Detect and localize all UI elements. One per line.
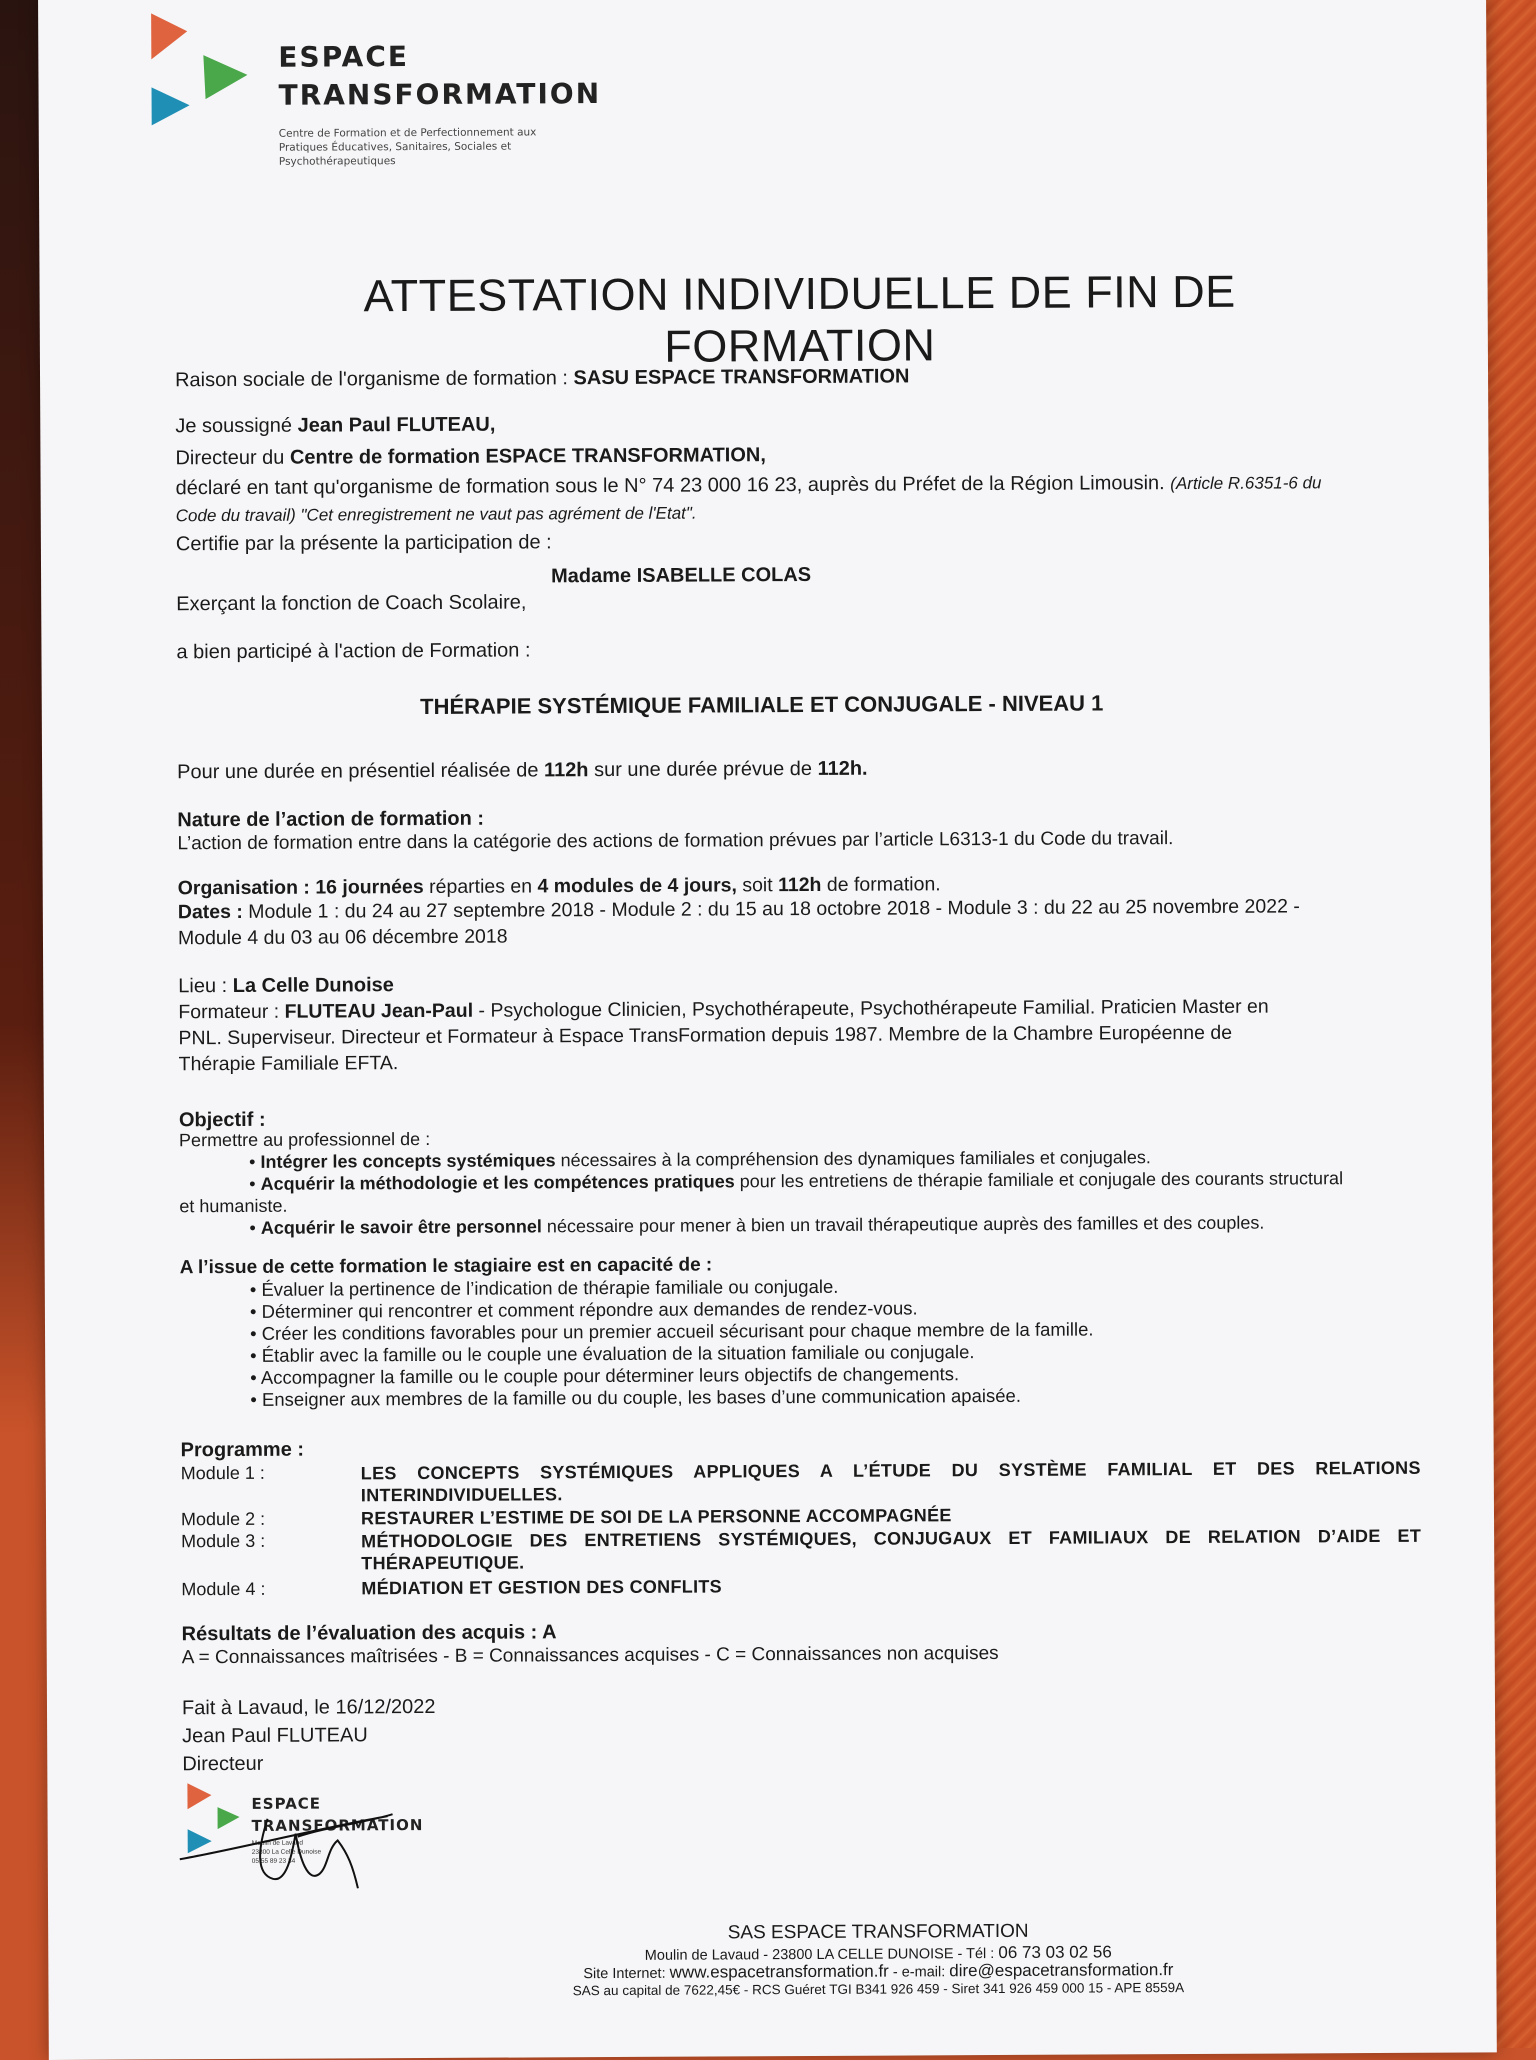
organisation-text-f: de formation. <box>821 873 941 896</box>
objectif-item-3-bold: Acquérir le savoir être personnel <box>260 1216 542 1238</box>
footer-email: dire@espacetransformation.fr <box>949 1960 1174 1981</box>
resultats-legend: A = Connaissances maîtrisées - B = Connaissances acquises - C = Connaissances non acquises <box>181 1642 999 1669</box>
module-label: Module 2 : <box>180 1508 266 1530</box>
footer-website: www.espacetransformation.fr <box>669 1961 889 1982</box>
formation-title: THÉRAPIE SYSTÉMIQUE FAMILIALE ET CONJUGALE - NIVEAU 1 <box>420 690 1104 720</box>
dates-line <box>178 893 1300 925</box>
raison-sociale-line <box>175 363 910 393</box>
objectif-item-2-rest: pour les entretiens de thérapie familiale et conjugale des courants structural <box>734 1168 1344 1192</box>
declare-line-2: Code du travail) "Cet enregistrement ne vaut pas agrément de l'Etat". <box>175 503 697 526</box>
objectif-item-1: • Intégrer les concepts systémiques nécessaires à la compréhension des dynamiques familiales et conjugales. <box>249 1147 1151 1172</box>
duree-text-c: sur une durée prévue de <box>588 757 818 782</box>
module-title: RESTAURER L’ESTIME DE SOI DE LA PERSONNE ACCOMPAGNÉE <box>360 1505 952 1529</box>
signatory-name: Jean Paul FLUTEAU <box>182 1724 368 1748</box>
objectif-item-1-bold: Intégrer les concepts systémiques <box>260 1150 556 1172</box>
capacite-item-text: Évaluer la pertinence de l’indication de thérapie familiale ou conjugale. <box>261 1275 839 1300</box>
footer-phone: 06 73 03 02 56 <box>998 1942 1112 1962</box>
logo-title: ESPACE TRANSFORMATION <box>278 40 602 112</box>
footer-company: SAS ESPACE TRANSFORMATION <box>727 1920 1029 1944</box>
programme-module-4 <box>181 1573 1421 1601</box>
declare-article: (Article R.6351-6 du <box>1170 473 1322 494</box>
objectif-item-2-bold: Acquérir la méthodologie et les compétences pratiques <box>260 1171 735 1194</box>
fonction-line: Exerçant la fonction de Coach Scolaire, <box>176 591 527 616</box>
raison-sociale-value: SASU ESPACE TRANSFORMATION <box>573 365 910 390</box>
module-title: MÉTHODOLOGIE DES ENTRETIENS SYSTÉMIQUES, CONJUGAUX ET FAMILIAUX DE RELATION D’AIDE ET THÉRAPEUTIQUE. <box>361 1525 1422 1574</box>
footer-site-label: Site Internet: <box>583 1965 670 1983</box>
lieu-value: La Celle Dunoise <box>232 974 394 997</box>
formateur-label: Formateur : <box>178 1000 285 1024</box>
directeur-line <box>175 442 766 471</box>
resultats-heading: Résultats de l’évaluation des acquis : A <box>181 1621 557 1646</box>
footer-legal: SAS au capital de 7622,45€ - RCS Guéret TGI B341 926 459 - Siret 341 926 459 000 15 - APE 8559A <box>572 1980 1185 1999</box>
capacite-heading: A l’issue de cette formation le stagiaire est en capacité de : <box>179 1254 713 1279</box>
participe-line: a bien participé à l'action de Formation : <box>176 639 531 664</box>
duree-text-a: Pour une durée en présentiel réalisée de <box>177 759 545 784</box>
formateur-name: FLUTEAU Jean-Paul <box>284 999 474 1023</box>
certifie-line: Certifie par la présente la participation de : <box>175 531 552 556</box>
module-label: Module 3 : <box>181 1530 266 1552</box>
footer-email-label: - e-mail: <box>888 1964 950 1981</box>
objectif-item-3-rest: nécessaire pour mener à bien un travail thérapeutique auprès des familles et des couples. <box>541 1212 1265 1237</box>
footer-address-text: Moulin de Lavaud - 23800 LA CELLE DUNOISE - Tél : <box>644 1945 999 1964</box>
lieu-label: Lieu : <box>178 974 233 998</box>
formateur-line-3: Thérapie Familiale EFTA. <box>178 1052 399 1076</box>
list-item: • Déterminer qui rencontrer et comment répondre aux demandes de rendez-vous. <box>249 1297 918 1322</box>
signature-stamp <box>177 1778 438 1889</box>
soussigne-line <box>175 412 495 440</box>
module-label: Module 1 : <box>180 1462 265 1484</box>
logo-subtitle: Centre de Formation et de Perfectionnement aux Pratiques Éducatives, Sanitaires, Sociales et Psychothérapeutiques <box>278 126 537 168</box>
dates-label: Dates : <box>177 900 243 924</box>
lieu-line <box>178 972 394 999</box>
directeur-value: Centre de formation ESPACE TRANSFORMATION, <box>289 444 766 469</box>
objectif-intro: Permettre au professionnel de : <box>178 1128 431 1151</box>
capacite-item-text: Accompagner la famille ou le couple pour déterminer leurs objectifs de changements. <box>260 1363 960 1388</box>
list-item: • Créer les conditions favorables pour un premier accueil sécurisant pour chaque membre de la famille. <box>249 1318 1094 1344</box>
objectif-item-3: • Acquérir le savoir être personnel nécessaire pour mener à bien un travail thérapeutique auprès des familles et des couples. <box>249 1212 1265 1238</box>
capacite-item-text: Créer les conditions favorables pour un premier accueil sécurisant pour chaque membre de la famille. <box>261 1318 1094 1344</box>
declare-text: déclaré en tant qu'organisme de formation sous le N° 74 23 000 16 23, auprès du Préfet de la Région Limousin. <box>175 472 1171 500</box>
organisation-hours: 112h <box>778 873 822 897</box>
capacite-item-text: Enseigner aux membres de la famille ou du couple, les bases d’une communication apaisée. <box>261 1384 1021 1410</box>
organisation-label: Organisation : 16 journées <box>177 875 424 900</box>
organisation-modules: 4 modules de 4 jours, <box>537 874 737 898</box>
capacite-item-text: Déterminer qui rencontrer et comment répondre aux demandes de rendez-vous. <box>261 1297 918 1322</box>
fait-a-line: Fait à Lavaud, le 16/12/2022 <box>181 1695 436 1720</box>
stamp-address: Moulin de Lavaud 23800 La Celle Dunoise 05 55 89 23 34 <box>251 1839 322 1865</box>
programme-heading: Programme : <box>180 1438 305 1462</box>
capacite-item-text: Établir avec la famille ou le couple une évaluation de la situation familiale ou conjugale. <box>261 1341 975 1366</box>
signatory-role: Directeur <box>182 1752 264 1776</box>
objectif-heading: Objectif : <box>178 1108 266 1132</box>
duree-realisee: 112h <box>543 759 589 782</box>
module-label: Module 4 : <box>181 1578 266 1600</box>
formateur-line-2: PNL. Superviseur. Directeur et Formateur à Espace TransFormation depuis 1987. Membre de la Chambre Européenne de <box>178 1021 1233 1050</box>
page-title: ATTESTATION INDIVIDUELLE DE FIN DE FORMATION <box>363 265 1236 372</box>
soussigne-prefix: Je soussigné <box>175 414 298 438</box>
objectif-item-1-rest: nécessaires à la compréhension des dynamiques familiales et conjugales. <box>555 1147 1151 1171</box>
logo-triangles-icon <box>143 9 254 130</box>
dates-line-2: Module 4 du 03 au 06 décembre 2018 <box>177 925 508 950</box>
duree-prevue: 112h. <box>817 757 868 780</box>
handwritten-signature <box>177 1778 438 1889</box>
duree-line <box>177 756 868 786</box>
list-item: • Établir avec la famille ou le couple une évaluation de la situation familiale ou conjugale. <box>250 1341 975 1366</box>
objectif-continuation: et humaniste. <box>179 1195 288 1217</box>
module-title: LES CONCEPTS SYSTÉMIQUES APPLIQUES A L’ÉTUDE DU SYSTÈME FAMILIAL ET DES RELATIONS INTERINDIVIDUELLES. <box>360 1457 1421 1506</box>
list-item: • Accompagner la famille ou le couple pour déterminer leurs objectifs de changements. <box>250 1363 960 1388</box>
header-logo <box>143 7 604 189</box>
list-item: • Évaluer la pertinence de l’indication de thérapie familiale ou conjugale. <box>249 1275 839 1300</box>
module-title: MÉDIATION ET GESTION DES CONFLITS <box>361 1576 722 1599</box>
organisation-text-b: réparties en <box>423 875 538 898</box>
declare-line <box>176 469 1322 502</box>
programme-module-3 <box>181 1525 1421 1575</box>
organisation-text-d: soit <box>736 874 779 897</box>
nature-text: L’action de formation entre dans la catégorie des actions de formation prévues par l’article L6313-1 du Code du travail. <box>177 828 1174 855</box>
formateur-text-1: - Psychologue Clinicien, Psychothérapeute, Psychothérapeute Familial. Praticien Master en <box>473 995 1269 1022</box>
participant-name: Madame ISABELLE COLAS <box>551 563 812 588</box>
capacite-list <box>250 1274 1094 1410</box>
document-sheet <box>38 0 1497 2060</box>
dates-text: Module 1 : du 24 au 27 septembre 2018 - Module 2 : du 15 au 18 octobre 2018 - Module 3 : du 22 au 25 novembre 2022 - <box>242 895 1300 923</box>
list-item: • Enseigner aux membres de la famille ou du couple, les bases d’une communication apaisée. <box>250 1384 1021 1410</box>
soussigne-name: Jean Paul FLUTEAU, <box>297 413 496 437</box>
programme-module-1 <box>181 1457 1421 1507</box>
stamp-title: ESPACE TRANSFORMATION <box>251 1794 424 1835</box>
directeur-prefix: Directeur du <box>175 446 291 470</box>
nature-heading: Nature de l’action de formation : <box>177 807 485 832</box>
raison-sociale-label: Raison sociale de l'organisme de formation : <box>174 367 574 392</box>
objectif-item-2: • Acquérir la méthodologie et les compétences pratiques pour les entretiens de thérapie familiale et conjugale des courants structural <box>249 1168 1344 1194</box>
